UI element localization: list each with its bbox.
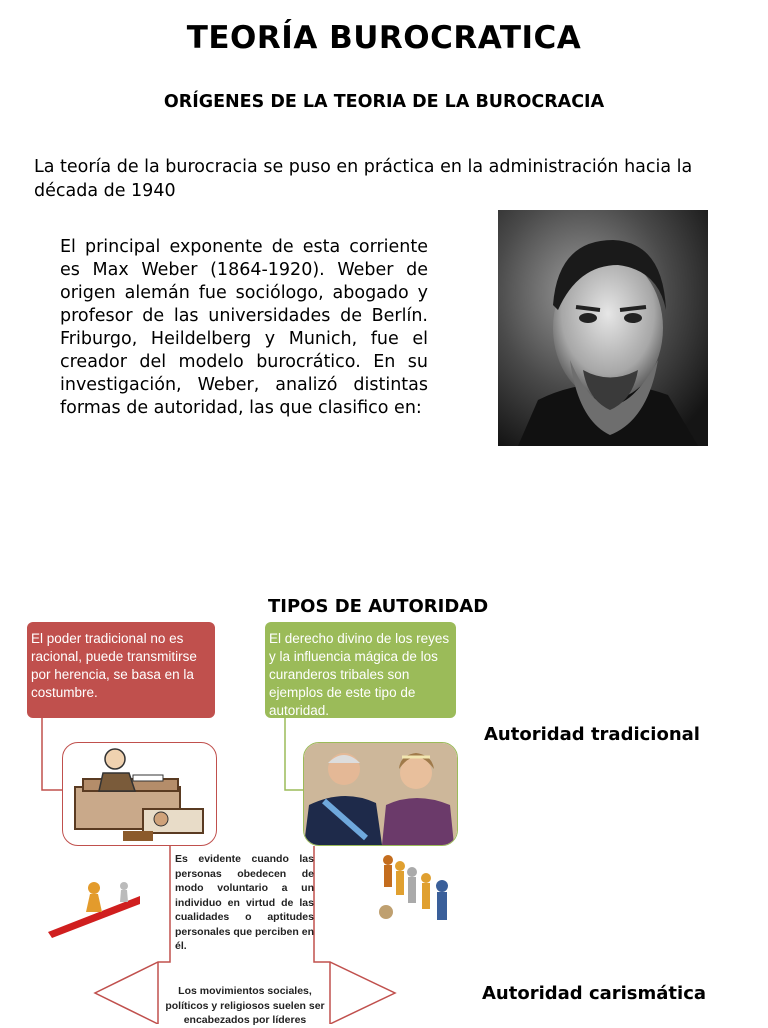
charismatic-authority-label: Autoridad carismática [482,983,707,1004]
movements-description: Los movimientos sociales, políticos y religiosos suelen ser encabezados por líderes [165,985,325,1026]
page-title: TEORÍA BUROCRATICA [186,20,582,56]
divine-right-box: El derecho divino de los reyes y la influencia mágica de los curanderos tribales son ejemplos de este tipo de autoridad. [265,622,456,718]
royal-couple-drawing [304,743,457,845]
traditional-power-box: El poder tradicional no es racional, puede transmitirse por herencia, se basa en la costumbre. [27,622,215,718]
leader-ramp-image [44,874,144,938]
desk-cartoon-image [62,742,217,846]
traditional-authority-label: Autoridad tradicional [484,724,700,745]
charismatic-description: Es evidente cuando las personas obedecen de modo voluntario a un individuo en virtud de las cualidades o aptitudes personales que perciben en él. [175,853,314,952]
royal-couple-image [303,742,458,846]
intro-paragraph: La teoría de la burocracia se puso en práctica en la administración hacia la década de 1940 [34,157,693,201]
diagram-heading: TIPOS DE AUTORIDAD [268,596,489,617]
weber-paragraph: El principal exponente de esta corriente es Max Weber (1864-1920). Weber de origen alemán fue sociólogo, abogado y profesor de las universidades de Berlín. Friburgo, Heildelberg y Munich, fue el creador del modelo burocrático. En su investigación, Weber, analizó distintas formas de autoridad, las que clasifico en: [60,237,428,418]
crowd-following-image [378,852,460,924]
section-subtitle: ORÍGENES DE LA TEORIA DE LA BUROCRACIA [163,92,605,112]
desk-cartoon-drawing [63,743,216,845]
